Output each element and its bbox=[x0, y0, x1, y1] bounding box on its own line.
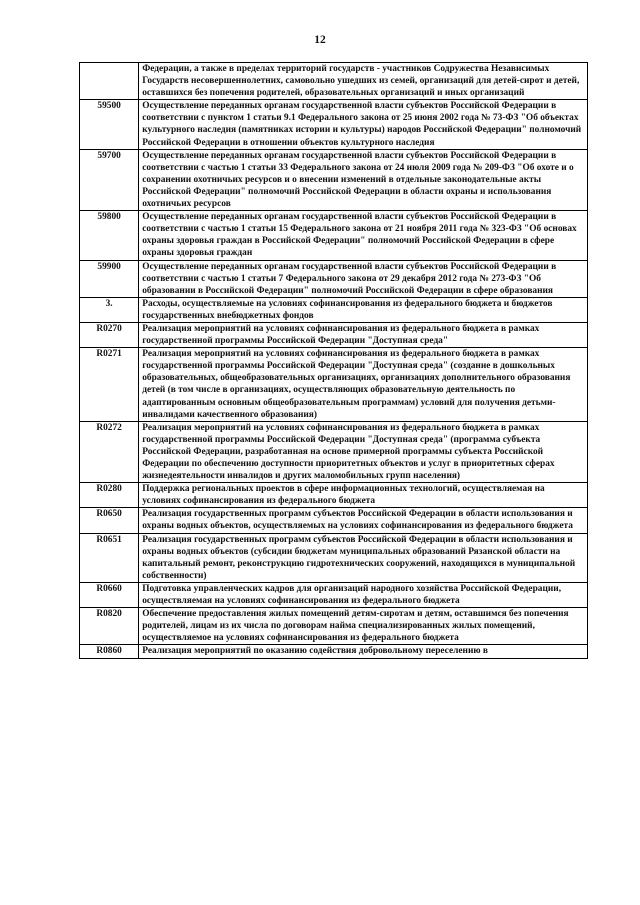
table-row bbox=[80, 645, 588, 658]
row-code: R0651 bbox=[80, 533, 139, 582]
row-description: Осуществление переданных органам государственной власти субъектов Российской Федерации в соответствии с пунктом 1 статьи 9.1 Федерального закона от 25 июня 2002 года № 73-ФЗ "Об объектах культурного наследия (памятниках истории и культуры) народов Российской Федерации" полномочий Российской Федерации в отношении объектов культурного наследия bbox=[139, 100, 588, 149]
row-code: R0660 bbox=[80, 582, 139, 607]
row-code: R0272 bbox=[80, 421, 139, 482]
row-code: 59700 bbox=[80, 149, 139, 210]
table-row bbox=[80, 322, 588, 347]
row-description: Осуществление переданных органам государственной власти субъектов Российской Федерации в соответствии с частью 1 статьи 33 Федерального закона от 24 июля 2009 года № 209-ФЗ "Об охоте и о сохранении охотничьих ресурсов и о внесении изменений в отдельные законодательные акты Российской Федерации" полномочий Российской Федерации в области охраны и использования охотничьих ресурсов bbox=[139, 149, 588, 210]
row-code: 59900 bbox=[80, 260, 139, 297]
table-row bbox=[80, 63, 588, 100]
table-row bbox=[80, 421, 588, 482]
row-code: R0820 bbox=[80, 608, 139, 645]
row-description: Обеспечение предоставления жилых помещений детям-сиротам и детям, оставшимся без попечения родителей, лицам из их числа по договорам найма специализированных жилых помещений, осуществляемое на условиях софинансирования из федерального бюджета bbox=[139, 608, 588, 645]
row-description: Реализация государственных программ субъектов Российской Федерации в области использования и охраны водных объектов (субсидии бюджетам муниципальных образований Рязанской области на капитальный ремонт, реконструкцию гидротехнических сооружений, находящихся в муниципальной собственности) bbox=[139, 533, 588, 582]
row-code bbox=[80, 63, 139, 100]
row-description: Реализация мероприятий на условиях софинансирования из федерального бюджета в рамках государственной программы Российской Федерации "Доступная среда" bbox=[139, 322, 588, 347]
row-description: Федерации, а также в пределах территорий государств - участников Содружества Независимых Государств несовершеннолетних, самовольно ушедших из семей, организаций для детей-сирот и детей, оставшихся без попечения родителей, образовательных организаций и иных организаций bbox=[139, 63, 588, 100]
row-description: Реализация мероприятий на условиях софинансирования из федерального бюджета в рамках государственной программы Российской Федерации "Доступная среда" (создание в дошкольных образовательных, общеобразовательных организациях, организациях дополнительного образования детей (в том числе в организациях, осуществляющих образовательную деятельность по адаптированным основным общеобразовательным программам) условий для получения детьми-инвалидами качественного образования) bbox=[139, 348, 588, 422]
table-row bbox=[80, 533, 588, 582]
table-row bbox=[80, 100, 588, 149]
table-row bbox=[80, 149, 588, 210]
row-description: Подготовка управленческих кадров для организаций народного хозяйства Российской Федерации, осуществляемая на условиях софинансирования из федерального бюджета bbox=[139, 582, 588, 607]
row-code: R0650 bbox=[80, 508, 139, 533]
budget-classification-table bbox=[79, 62, 588, 659]
table-row bbox=[80, 348, 588, 422]
table-row bbox=[80, 508, 588, 533]
table-body bbox=[80, 63, 588, 659]
table-row bbox=[80, 608, 588, 645]
table-row bbox=[80, 297, 588, 322]
row-description: Осуществление переданных органам государственной власти субъектов Российской Федерации в соответствии с частью 1 статьи 15 Федерального закона от 21 ноября 2011 года № 323-ФЗ "Об основах охраны здоровья граждан в Российской Федерации" полномочий Российской Федерации в сфере охраны здоровья граждан bbox=[139, 211, 588, 260]
row-description: Расходы, осуществляемые на условиях софинансирования из федерального бюджета и бюджетов государственных внебюджетных фондов bbox=[139, 297, 588, 322]
row-description: Осуществление переданных органам государственной власти субъектов Российской Федерации в соответствии с частью 1 статьи 7 Федерального закона от 29 декабря 2012 года № 273-ФЗ "Об образовании в Российской Федерации" полномочий Российской Федерации в сфере образования bbox=[139, 260, 588, 297]
page-number: 12 bbox=[314, 34, 326, 46]
table-row bbox=[80, 211, 588, 260]
row-code: R0270 bbox=[80, 322, 139, 347]
row-description: Поддержка региональных проектов в сфере информационных технологий, осуществляемая на условиях софинансирования из федерального бюджета bbox=[139, 483, 588, 508]
table-row bbox=[80, 582, 588, 607]
table-row bbox=[80, 483, 588, 508]
row-code: 3. bbox=[80, 297, 139, 322]
table-row bbox=[80, 260, 588, 297]
row-description: Реализация мероприятий по оказанию содействия добровольному переселению в bbox=[139, 645, 588, 658]
row-code: 59500 bbox=[80, 100, 139, 149]
row-code: 59800 bbox=[80, 211, 139, 260]
row-code: R0280 bbox=[80, 483, 139, 508]
row-description: Реализация государственных программ субъектов Российской Федерации в области использования и охраны водных объектов, осуществляемых на условиях софинансирования из федерального бюджета bbox=[139, 508, 588, 533]
row-description: Реализация мероприятий на условиях софинансирования из федерального бюджета в рамках государственной программы Российской Федерации "Доступная среда" (программа субъекта Российской Федерации, разработанная на основе примерной программы субъекта Российской Федерации по обеспечению доступности приоритетных объектов и услуг в приоритетных сферах жизнедеятельности инвалидов и других маломобильных групп населения) bbox=[139, 421, 588, 482]
row-code: R0860 bbox=[80, 645, 139, 658]
row-code: R0271 bbox=[80, 348, 139, 422]
